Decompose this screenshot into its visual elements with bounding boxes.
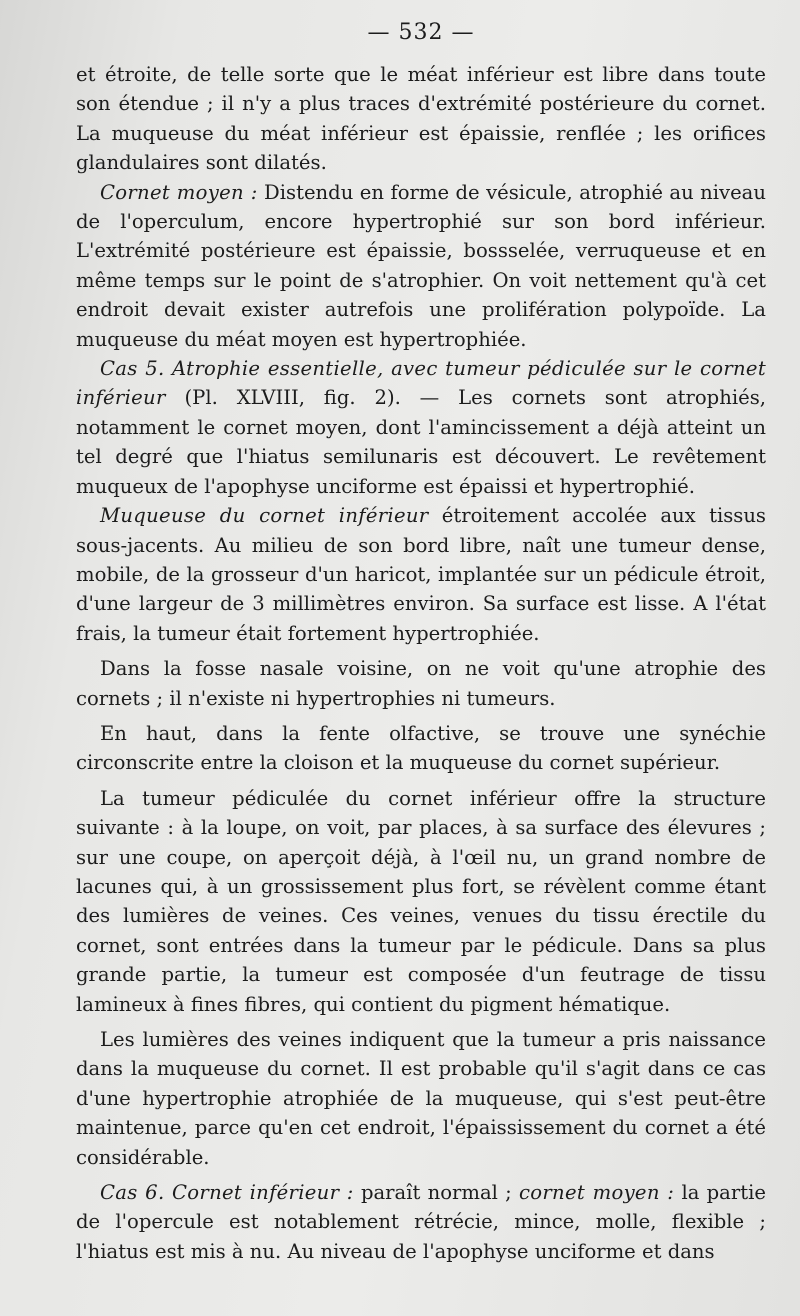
paragraph xyxy=(76,354,766,501)
paragraph-text: Distendu en forme de vésicule, atrophié au niveau de l'operculum, encore hypertrophié sur son bord inférieur. L'extrémité postérieure est épaissie, bossselée, verruqueuse et en même temps sur le point de s'atrophier. On voit nettement qu'à cet endroit devait exister autrefois une prolifération polypoïde. La muqueuse du méat moyen est hypertrophiée. xyxy=(76,180,766,351)
paragraph-text: La tumeur pédiculée du cornet inférieur offre la structure suivante : à la loupe, on voit, par places, à sa surface des élevures ; sur une coupe, on aperçoit déjà, à l'œil nu, un grand nombre de lacunes qui, à un grossissement plus fort, se révèlent comme étant des lumières de veines. Ces veines, venues du tissu érectile du cornet, sont entrées dans la tumeur par le pédicule. Dans sa plus grande partie, la tumeur est composée d'un feutrage de tissu lamineux à fines fibres, qui contient du pigment hématique. xyxy=(76,786,766,1016)
paragraph-lead: Cas 5. Atrophie essentielle, avec tumeur pédiculée sur le cornet inférieur xyxy=(76,357,766,410)
paragraph-text: Les lumières des veines indiquent que la tumeur a pris naissance dans la muqueuse du cornet. Il est probable qu'il s'agit dans ce cas d'une hypertrophie atrophiée de la muqueuse, qui s'est peut-être maintenue, parce qu'en cet endroit, l'épaississement du cornet a été considérable. xyxy=(76,1028,766,1169)
page-number: — 532 — xyxy=(367,20,475,45)
paragraph-lead-secondary: cornet moyen : xyxy=(519,1181,675,1205)
paragraph xyxy=(76,719,766,778)
paragraph-text: En haut, dans la fente olfactive, se trouve une synéchie circonscrite entre la cloison et la muqueuse du cornet supérieur. xyxy=(76,721,766,775)
paragraph-text: (Pl. XLVIII, fig. 2). — Les cornets sont atrophiés, notamment le cornet moyen, dont l'amincissement a déjà atteint un tel degré que l'hiatus semilunaris est découvert. Le revêtement muqueux de l'apophyse unciforme est épaissi et hypertrophié. xyxy=(76,386,766,498)
paragraph-lead: Cas 6. Cornet inférieur : xyxy=(100,1181,354,1205)
paragraph-text: Dans la fosse nasale voisine, on ne voit qu'une atrophie des cornets ; il n'existe ni hypertrophies ni tumeurs. xyxy=(76,657,766,710)
paragraph xyxy=(76,1178,766,1266)
paragraph-text: paraît normal ; xyxy=(353,1181,520,1205)
paragraph-text: étroitement accolée aux tissus sous-jacents. Au milieu de son bord libre, naît une tumeur dense, mobile, de la grosseur d'un haricot, implantée sur un pédicule étroit, d'une largeur de 3 millimètres environ. Sa surface est lisse. A l'état frais, la tumeur était fortement hypertrophiée. xyxy=(76,504,766,645)
paragraph xyxy=(76,60,766,178)
paragraph-lead: Muqueuse du cornet inférieur xyxy=(100,504,429,528)
paragraph xyxy=(76,654,766,713)
paragraph xyxy=(76,178,766,354)
paragraph xyxy=(76,501,766,648)
paragraph-text-secondary: la partie de l'opercule est notablement rétrécie, mince, molle, flexible ; l'hiatus est mis à nu. Au niveau de l'apophyse unciforme et dans xyxy=(76,1181,766,1263)
paragraph-lead: Cornet moyen : xyxy=(100,180,258,204)
body-text xyxy=(76,60,766,1266)
paragraph-text: et étroite, de telle sorte que le méat inférieur est libre dans toute son étendue ; il n'y a plus traces d'extrémité postérieure du cornet. La muqueuse du méat inférieur est épaissie, renflée ; les orifices glandulaires sont dilatés. xyxy=(76,63,766,175)
paragraph xyxy=(76,784,766,1019)
paragraph xyxy=(76,1025,766,1172)
